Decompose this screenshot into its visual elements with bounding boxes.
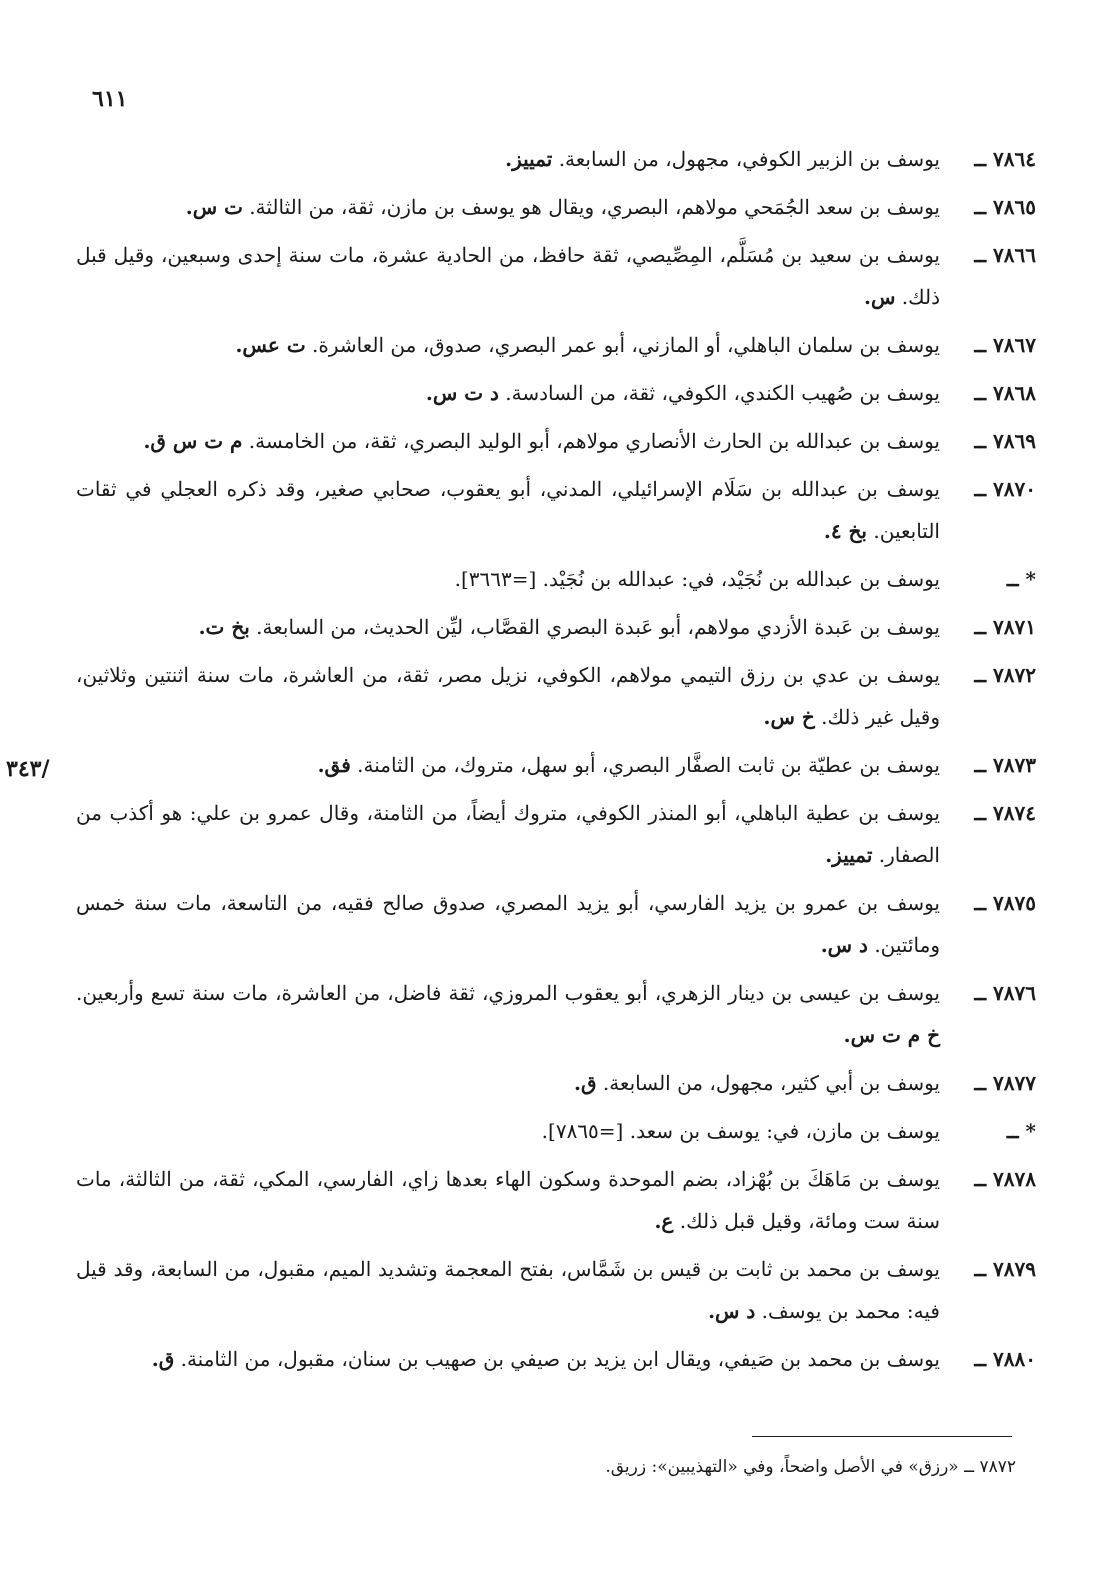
entry-code: ع.: [654, 1209, 674, 1233]
entry-number: ٧٨٦٤ ــ: [974, 147, 1036, 171]
margin-page-mark: /٣٤٣: [6, 756, 50, 782]
entry-number: ٧٨٨٠ ــ: [974, 1347, 1036, 1371]
entry-row: [76, 1338, 1036, 1380]
entry-row: [76, 186, 1036, 228]
entry-number: ٧٨٧٥ ــ: [974, 891, 1036, 915]
entry-text: يوسف بن سعيد بن مُسَلَّم، المِصِّيصي، ثقة حافظ، من الحادية عشرة، مات سنة إحدى وسبعين، وقيل قبل ذلك.: [76, 243, 940, 309]
entry-text: يوسف بن عبدالله بن نُجَيْد، في: عبدالله بن نُجَيْد. [=٣٦٦٣].: [454, 567, 940, 591]
entry-text: يوسف بن عمرو بن يزيد الفارسي، أبو يزيد المصري، صدوق صالح فقيه، من التاسعة، مات سنة خمس ومائتين.: [76, 891, 940, 957]
entry-text: يوسف بن سلمان الباهلي، أو المازني، أبو عمر البصري، صدوق، من العاشرة.: [312, 333, 940, 357]
entry-code: بخ ت.: [198, 615, 250, 639]
entry-row: [76, 468, 1036, 552]
entry-text: يوسف بن عطية الباهلي، أبو المنذر الكوفي، متروك أيضاً، من الثامنة، وقال عمرو بن علي: هو أكذب من الصفار.: [76, 801, 940, 867]
entry-code: تمييز.: [825, 843, 873, 867]
entry-number: ٧٨٧٣ ــ: [974, 753, 1036, 777]
entry-code: ت عس.: [235, 333, 306, 357]
page-number: ٦١١: [92, 86, 128, 112]
entry-number: ٧٨٧٩ ــ: [974, 1257, 1036, 1281]
entry-code: فق.: [317, 753, 351, 777]
entry-row: [76, 744, 1036, 786]
entry-row: [76, 972, 1036, 1056]
entry-row: [76, 420, 1036, 462]
entry-row: [76, 606, 1036, 648]
entry-row: [76, 138, 1036, 180]
entry-number: ٧٨٧٠ ــ: [974, 477, 1036, 501]
entry-number: ٧٨٧٨ ــ: [974, 1167, 1036, 1191]
entry-row: [76, 558, 1036, 600]
entry-row: [76, 1158, 1036, 1242]
entry-code: خ س.: [763, 705, 815, 729]
entry-text: يوسف بن عدي بن رزق التيمي مولاهم، الكوفي، نزيل مصر، ثقة، من العاشرة، مات سنة اثنتين وثلاثين، وقيل غير ذلك.: [76, 663, 940, 729]
entry-number: ٧٨٦٥ ــ: [974, 195, 1036, 219]
entry-code: س.: [864, 285, 896, 309]
entry-text: يوسف بن مازن، في: يوسف بن سعد. [=٧٨٦٥].: [541, 1119, 940, 1143]
entry-row: [76, 1062, 1036, 1104]
entry-text: يوسف بن مَاهَكَ بن بُهْزاد، بضم الموحدة وسكون الهاء بعدها زاي، الفارسي، المكي، ثقة، من الثالثة، مات سنة ست ومائة، وقيل قبل ذلك.: [76, 1167, 940, 1233]
entry-row: [76, 792, 1036, 876]
entry-text: يوسف بن عطيّة بن ثابت الصفَّار البصري، أبو سهل، متروك، من الثامنة.: [357, 753, 940, 777]
entry-code: ت س.: [185, 195, 243, 219]
entry-row: [76, 654, 1036, 738]
entry-number: ٧٨٦٩ ــ: [974, 429, 1036, 453]
entries-list: [76, 138, 1036, 1386]
entry-text: يوسف بن عيسى بن دينار الزهري، أبو يعقوب المروزي، ثقة فاضل، من العاشرة، مات سنة تسع وأربعين.: [76, 981, 940, 1005]
footnote: ٧٨٧٢ ــ «رزق» في الأصل واضحاً، وفي «التهذيبين»: زريق.: [605, 1457, 1016, 1477]
entry-text: يوسف بن محمد بن صَيفي، ويقال ابن يزيد بن صيفي بن صهيب بن سنان، مقبول، من الثامنة.: [180, 1347, 940, 1371]
entry-text: يوسف بن أبي كثير، مجهول، من السابعة.: [602, 1071, 940, 1095]
entry-code: ق.: [151, 1347, 175, 1371]
entry-row: [76, 372, 1036, 414]
entry-number: ٧٨٧٦ ــ: [974, 981, 1036, 1005]
entry-text: يوسف بن عبدالله بن الحارث الأنصاري مولاهم، أبو الوليد البصري، ثقة، من الخامسة.: [248, 429, 940, 453]
entry-row: [76, 234, 1036, 318]
entry-number: ٧٨٦٧ ــ: [974, 333, 1036, 357]
entry-number: ٧٨٧٤ ــ: [974, 801, 1036, 825]
entry-number: ٧٨٦٦ ــ: [974, 243, 1036, 267]
entry-code: بخ ٤.: [823, 519, 868, 543]
entry-number: * ــ: [1006, 567, 1036, 591]
entry-number: ٧٨٧٢ ــ: [974, 663, 1036, 687]
entry-code: خ م ت س.: [843, 1023, 940, 1047]
entry-code: د س.: [820, 933, 868, 957]
entry-row: [76, 324, 1036, 366]
entry-row: [76, 882, 1036, 966]
entry-code: د ت س.: [425, 381, 499, 405]
entry-code: تمييز.: [505, 147, 553, 171]
entry-text: يوسف بن الزبير الكوفي، مجهول، من السابعة.: [558, 147, 940, 171]
entry-number: ٧٨٦٨ ــ: [974, 381, 1036, 405]
entry-text: يوسف بن صُهيب الكندي، الكوفي، ثقة، من السادسة.: [505, 381, 940, 405]
entry-number: ٧٨٧١ ــ: [974, 615, 1036, 639]
entry-code: ق.: [574, 1071, 597, 1095]
entry-text: يوسف بن عبدالله بن سَلَام الإسرائيلي، المدني، أبو يعقوب، صحابي صغير، وقد ذكره العجلي في ثقات التابعين.: [76, 477, 940, 543]
entry-text: يوسف بن عَبدة الأزدي مولاهم، أبو عَبدة البصري القصَّاب، ليِّن الحديث، من السابعة.: [256, 615, 940, 639]
entry-text: يوسف بن محمد بن ثابت بن قيس بن شَمَّاس، بفتح المعجمة وتشديد الميم، مقبول، من السابعة، وقد قيل فيه: محمد بن يوسف.: [76, 1257, 940, 1323]
entry-row: [76, 1248, 1036, 1332]
entry-code: د س.: [708, 1299, 756, 1323]
entry-text: يوسف بن سعد الجُمَحي مولاهم، البصري، ويقال هو يوسف بن مازن، ثقة، من الثالثة.: [249, 195, 940, 219]
entry-number: * ــ: [1006, 1119, 1036, 1143]
entry-row: [76, 1110, 1036, 1152]
entry-number: ٧٨٧٧ ــ: [974, 1071, 1036, 1095]
entry-code: م ت س ق.: [143, 429, 243, 453]
footnote-divider: [752, 1436, 1012, 1437]
